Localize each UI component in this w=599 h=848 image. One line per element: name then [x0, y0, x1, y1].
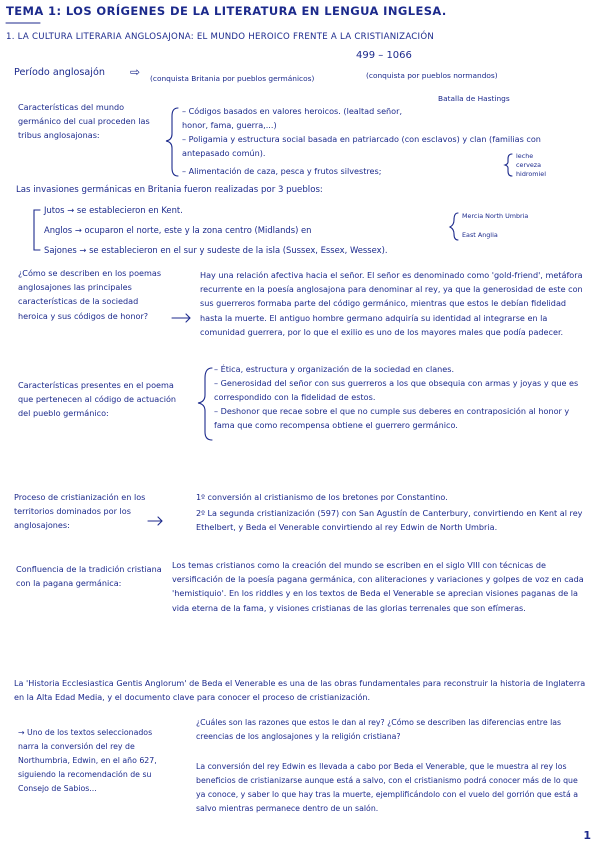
caracteristicas-item-3: – Alimentación de caza, pesca y frutos silvestres;	[182, 166, 382, 176]
historia-answer: La conversión del rey Edwin es llevada a cabo por Beda el Venerable, que le muestra al rey los beneficios de cristianizarse aunque está a salvo, con el cristianismo podrá conocer más de lo que ya conoce, y saber lo que hay tras la muerte, ejemplificándolo con el vuelo del gorrión que está a salvo mientras permanece dentro de un salón.	[196, 762, 579, 813]
arrow-poemas	[172, 314, 190, 322]
codigo-item-2: – Generosidad del señor con sus guerreros a los que obsequia con armas y joyas y que es correspondido con la fidelidad de estos.	[214, 378, 579, 403]
caracteristicas-question: Características del mundo germánico del cual proceden las tribus anglosajonas:	[18, 102, 150, 141]
invasiones-intro: Las invasiones germánicas en Britania fueron realizadas por 3 pueblos:	[16, 185, 323, 195]
periodo-range-end: (conquista por pueblos normandos)	[366, 71, 498, 80]
poemas-question: ¿Cómo se describen en los poemas anglosajones las principales características de la sociedad heroica y sus códigos de honor?	[18, 268, 162, 321]
codigo-item-1: – Ética, estructura y organización de la sociedad en clanes.	[214, 364, 455, 374]
caracteristicas-aside-3: hidromiel	[516, 170, 546, 178]
codigo-item-3: – Deshonor que recae sobre el que no cumple sus deberes en contraposición al honor y fama que como recompensa obtiene el guerrero germánico.	[214, 406, 570, 431]
caracteristicas-item-2: – Poligamia y estructura social basada en patriarcado (con esclavos) y clan (familias con antepasado común).	[182, 134, 541, 159]
periodo-arrow: ⇨	[130, 65, 141, 79]
historia-question: ¿Cuáles son las razones que estos le dan al rey? ¿Cómo se describen las diferencias entre las creencias de los anglosajones y la religión cristiana?	[196, 718, 562, 741]
batalla-label: Batalla de Hastings	[438, 94, 510, 103]
caracteristicas-aside-1: leche	[516, 152, 534, 160]
periodo-label: Período anglosajón	[14, 67, 105, 78]
page-title: TEMA 1: LOS ORÍGENES DE LA LITERATURA EN LENGUA INGLESA.	[6, 4, 447, 18]
bracket-tribes	[34, 210, 40, 250]
section-heading: 1. LA CULTURA LITERARIA ANGLOSAJONA: EL MUNDO HEROICO FRENTE A LA CRISTIANIZACIÓN	[6, 32, 435, 42]
historia-intro: La 'Historia Ecclesiastica Gentis Anglorum' de Beda el Venerable es una de las obras fundamentales para reconstruir la historia de Inglaterra en la Alta Edad Media, y el documento clave para conocer el proceso de cristianización.	[14, 678, 586, 703]
region-mercia: Mercia North Umbria	[462, 212, 529, 220]
cristianizacion-item-2: 2º La segunda cristianización (597) con San Agustín de Canterbury, convirtiendo en Kent al rey Ethelbert, y Beda el Venerable convirtiendo al rey Edwin de North Umbria.	[196, 508, 583, 533]
invasiones-item-1: Jutos → se establecieron en Kent.	[44, 205, 183, 215]
invasiones-item-3: Sajones → se establecieron en el sur y sudeste de la isla (Sussex, Essex, Wessex).	[44, 245, 388, 255]
invasiones-item-2: Anglos → ocuparon el norte, este y la zona centro (Midlands) en	[44, 225, 312, 235]
caracteristicas-item-1: – Códigos basados en valores heroicos. (lealtad señor, honor, fama, guerra,...)	[182, 106, 403, 131]
historia-left-note: → Uno de los textos seleccionados narra la conversión del rey de Northumbria, Edwin, en el año 627, siguiendo la recomendación de su Consejo de Sabios...	[18, 728, 157, 793]
brace-codigo	[198, 368, 212, 440]
page-number: 1	[583, 829, 591, 842]
periodo-range-start: (conquista Britania por pueblos germánicos)	[150, 74, 315, 83]
poemas-answer: Hay una relación afectiva hacia el señor. El señor es denominado como 'gold-friend', metáfora recurrente en la poesía anglosajona para denominar al rey, ya que la generosidad de este con sus guerreros formaba parte del código germánico, mientras que estos le debían fidelidad hasta la muerte. El antiguo hombre germano adquiría su identidad al integrarse en la comunidad guerrera, por lo que el exilio es uno de los mayores males que podía padecer.	[200, 270, 583, 337]
brace-regions	[450, 213, 458, 240]
period-dates: 499 – 1066	[356, 50, 412, 61]
cristianizacion-question: Proceso de cristianización en los territorios dominados por los anglosajones:	[14, 492, 146, 531]
cristianizacion-item-1: 1º conversión al cristianismo de los bretones por Constantino.	[196, 492, 448, 502]
confluencia-question: Confluencia de la tradición cristiana con la pagana germánica:	[16, 564, 162, 589]
confluencia-answer: Los temas cristianos como la creación del mundo se escriben en el siglo VIII con técnicas de versificación de la poesía pagana germánica, con aliteraciones y variaciones y golpes de voz en cada 'hemistiquio'. En los riddles y en los textos de Beda el Venerable se aprecian visiones paganas de la vida eterna de la fama, y visiones cristianas de las glorias terrenales que son efímeras.	[172, 560, 584, 613]
region-east-anglia: East Anglia	[462, 231, 498, 239]
codigo-question: Características presentes en el poema que pertenecen al código de actuación del pueblo germánico:	[18, 380, 177, 419]
caracteristicas-aside-2: cerveza	[516, 161, 542, 169]
